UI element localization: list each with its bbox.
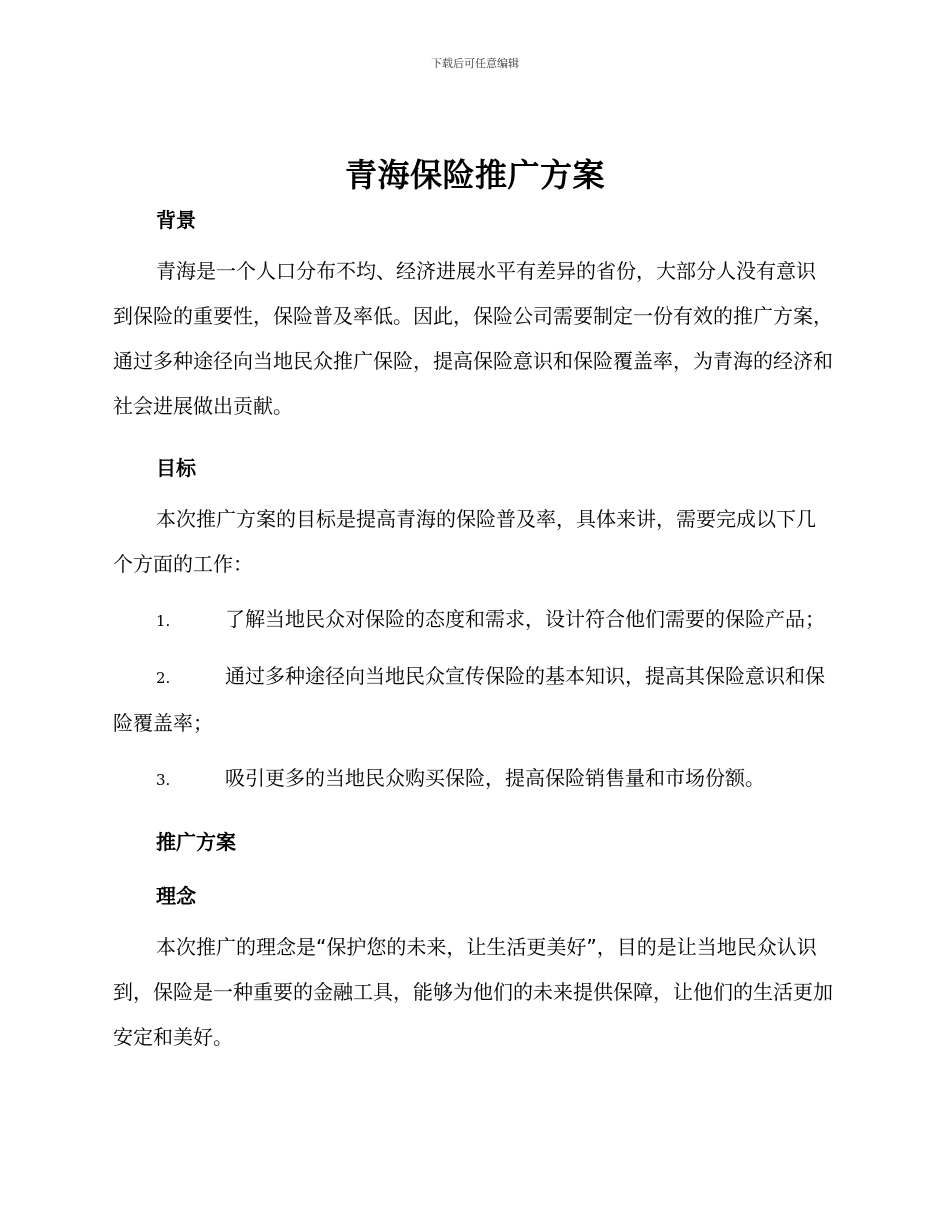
concept-paragraph: 本次推广的理念是“保护您的未来，让生活更美好”，目的是让当地民众认识到，保险是一种重要的金融工具，能够为他们的未来提供保障，让他们的生活更加安定和美好。 — [113, 935, 833, 1049]
document-title: 青海保险推广方案 — [344, 156, 605, 194]
document-body — [113, 195, 835, 1060]
list-item-text: 通过多种途径向当地民众宣传保险的基本知识，提高其保险意识和保险覆盖率； — [113, 664, 825, 735]
header-note: 下载后可任意编辑 — [431, 57, 519, 70]
goal-paragraph: 本次推广方案的目标是提高青海的保险普及率，具体来讲，需要完成以下几个方面的工作： — [113, 507, 816, 576]
section-heading-concept: 理念 — [156, 884, 196, 908]
section-heading-background: 背景 — [156, 208, 196, 232]
section-heading-plan: 推广方案 — [156, 830, 236, 854]
list-number: 1. — [156, 612, 171, 630]
background-paragraph: 青海是一个人口分布不均、经济进展水平有差异的省份，大部分人没有意识到保险的重要性，保险普及率低。因此，保险公司需要制定一份有效的推广方案，通过多种途径向当地民众推广保险，提高保险意识和保险覆盖率，为青海的经济和社会进展做出贡献。 — [113, 259, 833, 418]
goal-list-item — [113, 756, 835, 803]
list-number: 2. — [156, 669, 171, 687]
list-item-text: 吸引更多的当地民众购买保险，提高保险销售量和市场份额。 — [225, 766, 765, 790]
goal-list-item — [113, 597, 835, 644]
list-item-text: 了解当地民众对保险的态度和需求，设计符合他们需要的保险产品； — [225, 607, 825, 631]
list-number: 3. — [156, 771, 171, 789]
section-heading-goal: 目标 — [156, 456, 196, 480]
goal-list-item — [113, 654, 835, 746]
